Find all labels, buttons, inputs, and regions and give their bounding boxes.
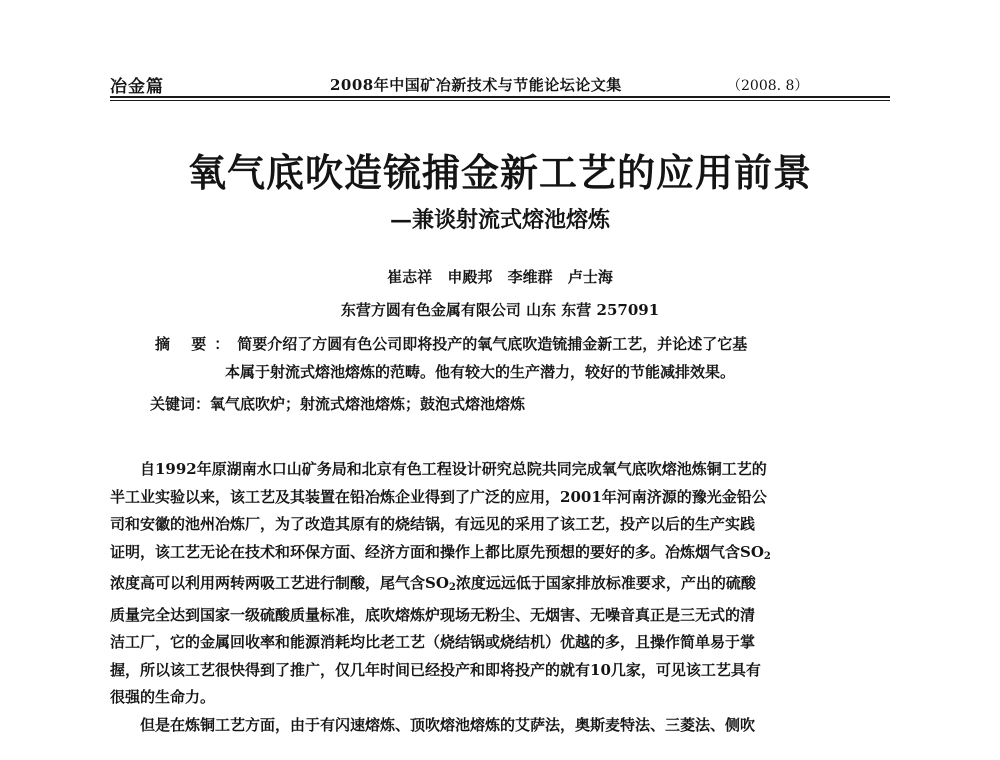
body-line: 很强的生命力。 <box>110 688 216 706</box>
abstract <box>155 330 855 386</box>
author-affiliation: 东营方圆有色金属有限公司 山东 东营 257091 <box>340 301 660 319</box>
body-line: 半工业实验以来，该工艺及其装置在铅冶炼企业得到了广泛的应用，2001年河南济源的豫光金铅公 <box>110 487 767 506</box>
abstract-label: 摘 要： <box>155 335 238 353</box>
abstract-line <box>155 330 855 358</box>
body-line-text: 浓度远远低于国家排放标准要求，产出的硫酸 <box>455 574 756 592</box>
body-line: 但是在炼铜工艺方面，由于有闪速熔炼、顶吹熔池熔炼的艾萨法，奥斯麦特法、三菱法、侧吹 <box>140 715 756 734</box>
body-line <box>110 539 890 571</box>
paper-subtitle: —兼谈射流式熔池熔炼 <box>389 207 610 233</box>
header-date: （2008. 8） <box>727 78 809 94</box>
body-line <box>110 570 890 602</box>
abstract-text-line-2: 本属于射流式熔池熔炼的范畴。他有较大的生产潜力，较好的节能减排效果。 <box>225 363 736 381</box>
header-rule-thick <box>110 96 890 98</box>
body-line: 质量完全达到国家一级硫酸质量标准，底吹熔炼炉现场无粉尘、无烟害、无噪音真正是三无式的清 <box>110 605 756 624</box>
keywords <box>150 393 870 414</box>
header-journal-title: 2008年中国矿冶新技术与节能论坛论文集 <box>330 76 622 94</box>
author-list: 崔志祥 申殿邦 李维群 卢士海 <box>387 268 613 286</box>
body-text <box>110 456 890 739</box>
body-line: 司和安徽的池州冶炼厂，为了改造其原有的烧结锅，有远见的采用了该工艺，投产以后的生产实践 <box>110 515 756 533</box>
keywords-text: 氧气底吹炉；射流式熔池熔炼；鼓泡式熔池熔炼 <box>210 395 526 413</box>
running-header <box>110 70 890 96</box>
subscript: 2 <box>763 550 771 562</box>
keywords-label: 关键词： <box>150 395 211 413</box>
body-line: 自1992年原湖南水口山矿务局和北京有色工程设计研究总院共同完成氧气底吹熔池炼铜工艺的 <box>140 460 767 478</box>
body-line-text: 浓度高可以利用两转两吸工艺进行制酸，尾气含SO <box>110 574 449 592</box>
header-rule-thin <box>110 100 890 101</box>
paper-title: 氧气底吹造锍捕金新工艺的应用前景 <box>187 150 812 195</box>
body-line: 洁工厂，它的金属回收率和能源消耗均比老工艺（烧结锅或烧结机）优越的多，且操作简单易于掌 <box>110 633 756 651</box>
header-section-label: 冶金篇 <box>110 77 164 97</box>
body-line: 握，所以该工艺很快得到了推广，仅几年时间已经投产和即将投产的就有10几家，可见该工艺具有 <box>110 660 761 679</box>
abstract-text-line-1: 简要介绍了方圆有色公司即将投产的氧气底吹造锍捕金新工艺，并论述了它基 <box>237 335 748 353</box>
subscript: 2 <box>448 582 456 593</box>
body-line-text: 证明，该工艺无论在技术和环保方面、经济方面和操作上都比原先预想的要好的多。冶炼烟气含SO <box>110 542 764 561</box>
